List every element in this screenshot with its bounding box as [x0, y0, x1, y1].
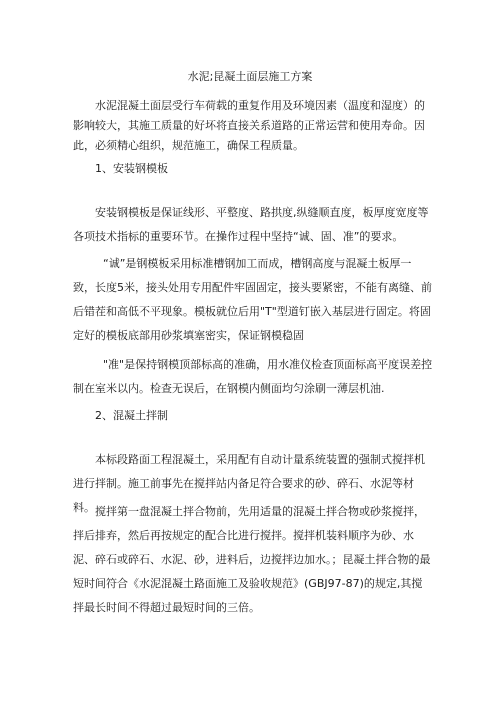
- section-1-paragraph-3: "准"是保持钢模顶部标高的准确，用水准仪检查顶面标高平度误差控制在室米以内。检查无误后，在钢模内侧面均匀涂刷一薄层机油.: [73, 358, 433, 395]
- section-1-paragraph-1: 安装钢模板是保证线形、平整度、路拱度,纵缝顺直度，板厚度宽度等各项技术指标的重要环节。在操作过程中坚持“诚、固、准”的要求。: [73, 206, 429, 243]
- section-2-heading: 2、混凝土拌制: [95, 409, 168, 422]
- section-1-paragraph-2: “诚”是钢模板采用标准槽钢加工而成，槽钢高度与混凝土板厚一致，长度5米，接头处用专用配件牢固固定，接头要紧密，不能有离缝、前后错茬和高低不平现象。模板就位后用"T"型道钉嵌入基层进行固定。将固定好的模板底部用砂浆填塞密实，保证钢模稳固: [73, 257, 432, 342]
- document-title: 水泥;昆凝土面层施工方案: [187, 70, 313, 83]
- section-2-paragraph-1: 本标段路面工程混凝土，采用配有自动计量系统装置的强制式搅拌机进行拌制。施工前事先在搅拌站内备足符合要求的砂、碎石、水泥等材料。: [73, 453, 425, 514]
- section-2-paragraph-2: 搅拌第一盘混凝土拌合物前，先用适量的混凝土拌合物或砂浆搅拌，拌后排弃，然后再按规定的配合比进行搅拌。搅拌机装料顺序为砂、水泥、碎石或碎石、水泥、砂，进料后，边搅拌边加水。；昆凝土拌合物的最短时间符合《水泥混凝土路面施工及验收规范》(GBJ97-87)的规定,其搅拌最长时间不得超过最短时间的三倍。: [73, 505, 431, 614]
- intro-paragraph: 水泥混凝土面层受行车荷载的重复作用及环境因素（温度和湿度）的影响较大，其施工质量的好坏将直接关系道路的正常运营和使用寿命。因此，必须精心组织，规范施工，确保工程质量。: [73, 99, 425, 152]
- section-1-heading: 1、安装钢模板: [95, 162, 168, 175]
